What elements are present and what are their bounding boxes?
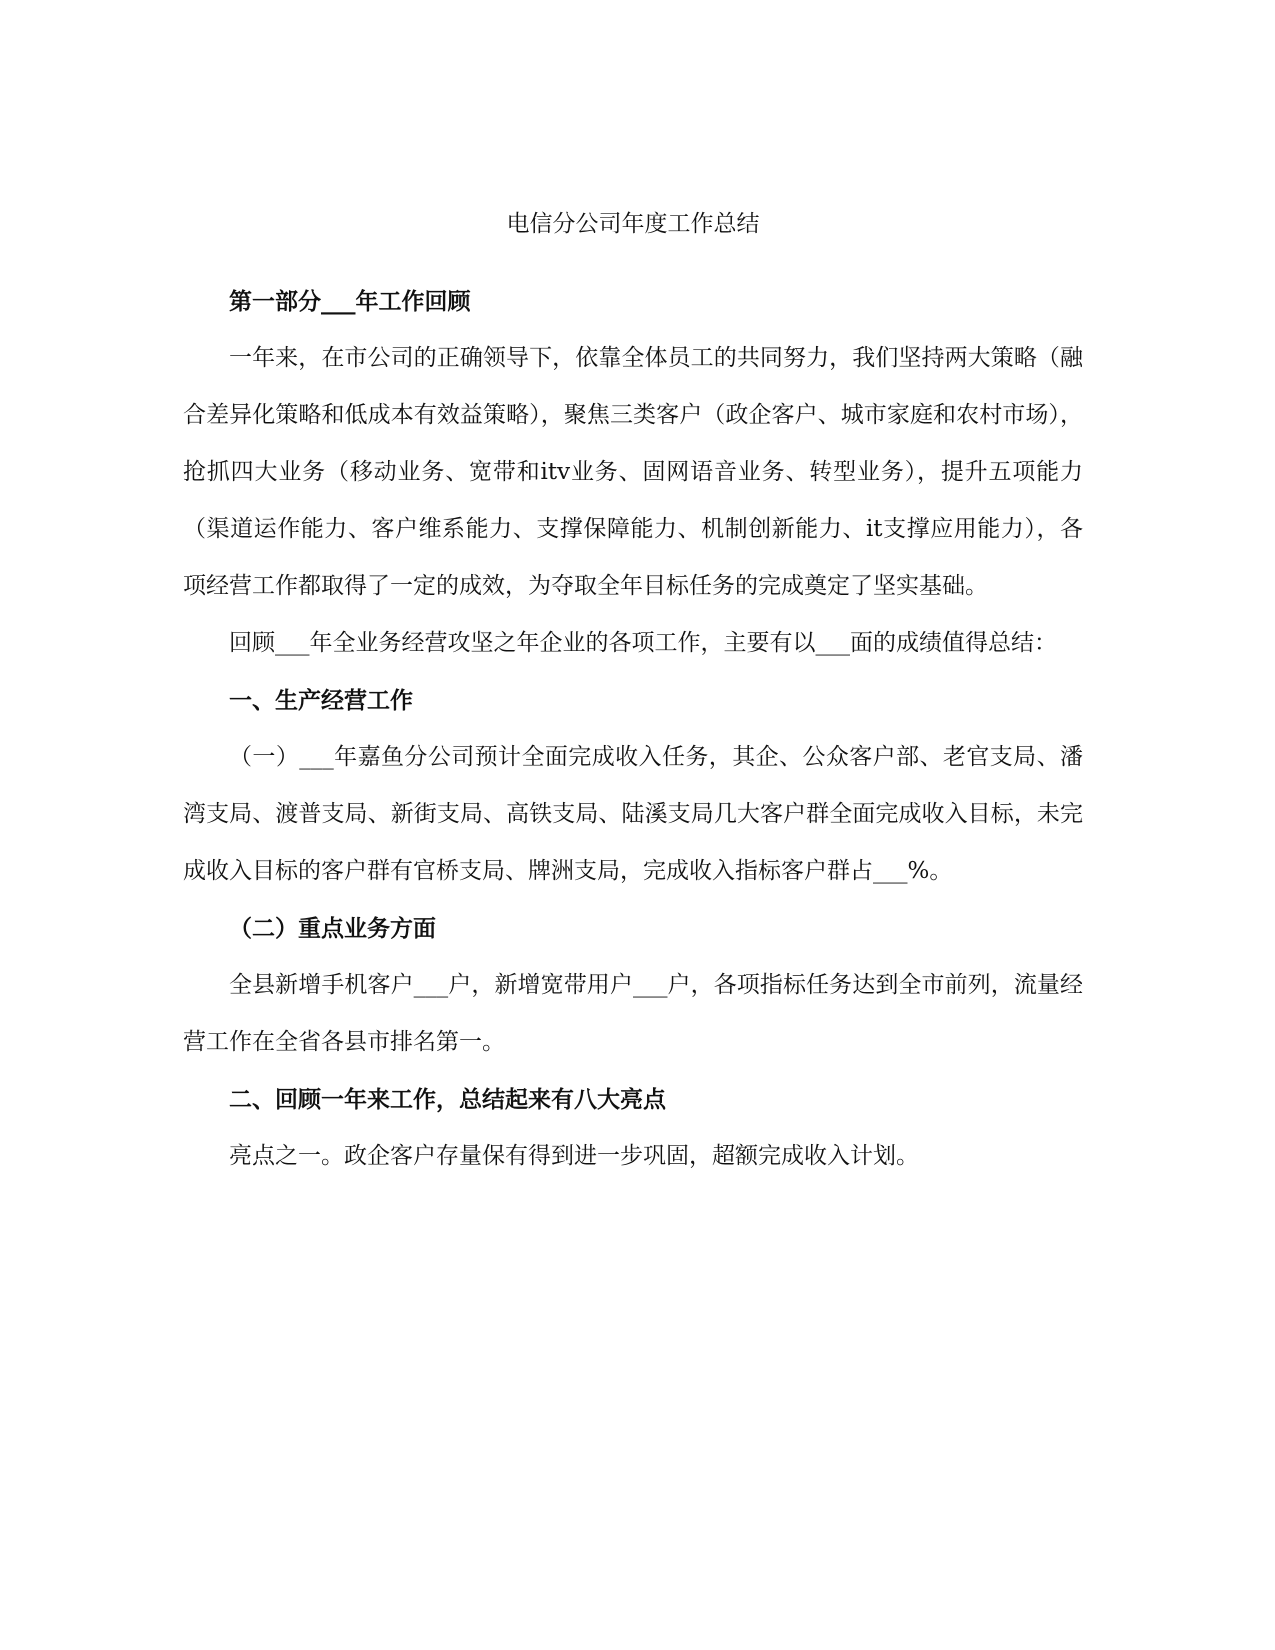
document-body	[183, 273, 1083, 1185]
document-title: 电信分公司年度工作总结	[506, 211, 760, 237]
paragraph-new-customers: 全县新增手机客户___户，新增宽带用户___户，各项指标任务达到全市前列，流量经营工作在全省各县市排名第一。	[183, 972, 1083, 1055]
section-heading-key-business: （二）重点业务方面	[229, 915, 436, 942]
section-heading-production: 一、生产经营工作	[229, 687, 413, 714]
paragraph-year-review: 一年来，在市公司的正确领导下，依靠全体员工的共同努力，我们坚持两大策略（融合差异化策略和低成本有效益策略），聚焦三类客户（政企客户、城市家庭和农村市场），抢抓四大业务（移动业务、宽带和itv业务、固网语音业务、转型业务），提升五项能力（渠道运作能力、客户维系能力、支撑保障能力、机制创新能力、it支撑应用能力），各项经营工作都取得了一定的成效，为夺取全年目标任务的完成奠定了坚实基础。	[183, 345, 1083, 599]
paragraph-highlight-one: 亮点之一。政企客户存量保有得到进一步巩固，超额完成收入计划。	[229, 1143, 919, 1169]
section-heading-part-one: 第一部分___年工作回顾	[229, 288, 471, 315]
paragraph-revenue-tasks: （一）___年嘉鱼分公司预计全面完成收入任务，其企、公众客户部、老官支局、潘湾支局、渡普支局、新街支局、高铁支局、陆溪支局几大客户群全面完成收入目标，未完成收入目标的客户群有官桥支局、牌洲支局，完成收入指标客户群占___%。	[183, 744, 1083, 884]
document-page	[183, 0, 1083, 1650]
paragraph-review-intro: 回顾___年全业务经营攻坚之年企业的各项工作，主要有以___面的成绩值得总结：	[229, 630, 1057, 656]
section-heading-highlights: 二、回顾一年来工作，总结起来有八大亮点	[229, 1086, 666, 1113]
